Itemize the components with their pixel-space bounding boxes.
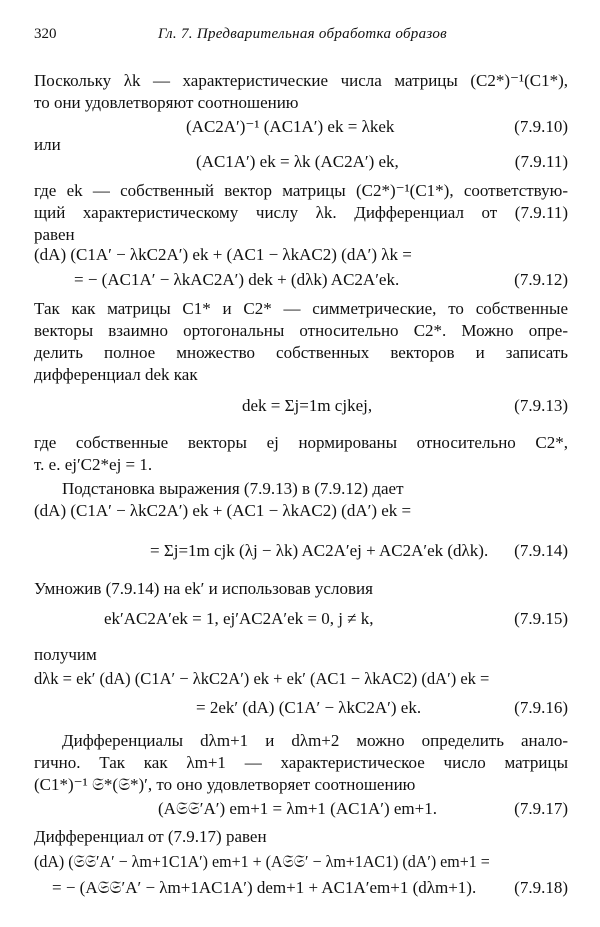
equation — [0, 541, 600, 567]
page-number: 320 — [34, 26, 57, 42]
equation-number: (7.9.14) — [514, 541, 568, 560]
running-head: Гл. 7. Предварительная обработка образов — [158, 26, 447, 42]
text-line: получим — [34, 645, 97, 664]
equation-body: = Σj=1m cjk (λj − λk) AC2A′ej + AC2A′ek (dλk). — [150, 541, 489, 560]
equation-body: (dA) (𝔖𝔖′A′ − λm+1C1A′) em+1 + (A𝔖𝔖′ − λm+1AC1) (dA′) em+1 = — [34, 852, 490, 871]
equation — [0, 799, 600, 825]
equation-body: (A𝔖𝔖′A′) em+1 = λm+1 (AC1A′) em+1. — [158, 799, 437, 818]
text-line: т. е. ej′C2*ej = 1. — [34, 455, 153, 474]
text-line: где ek — собственный вектор матрицы (C2*)⁻¹(C1*), соответствую- — [34, 181, 568, 200]
text-line: гично. Так как λm+1 — характеристическое число матрицы — [34, 753, 568, 772]
equation-body: (dA) (C1A′ − λkC2A′) ek + (AC1 − λkAC2) (dA′) λk = — [34, 245, 412, 264]
text-line: Поскольку λk — характеристические числа матрицы (C2*)⁻¹(C1*), — [34, 71, 568, 90]
text-line: векторы взаимно ортогональны относительно C2*. Можно опре- — [34, 321, 568, 340]
equation-number: (7.9.11) — [514, 152, 568, 171]
text-line: Дифференциалы dλm+1 и dλm+2 можно определить анало- — [62, 731, 568, 750]
text-line: Умножив (7.9.14) на ek′ и использовав условия — [34, 579, 373, 598]
text-line: Так как матрицы C1* и C2* — симметрические, то собственные — [34, 299, 568, 318]
text-line: то они удовлетворяют соотношению — [34, 93, 299, 112]
equation — [0, 609, 600, 635]
equation — [0, 698, 600, 724]
text-line: равен — [34, 225, 75, 244]
equation-number: (7.9.15) — [514, 609, 568, 628]
equation-body: = 2ek′ (dA) (C1A′ − λkC2A′) ek. — [196, 698, 422, 717]
equation-body: ek′AC2A′ek = 1, ej′AC2A′ek = 0, j ≠ k, — [104, 609, 374, 628]
equation-body: = − (AC1A′ − λkAC2A′) dek + (dλk) AC2A′ek. — [74, 270, 400, 289]
equation-number: (7.9.13) — [514, 396, 568, 415]
equation-number: (7.9.17) — [514, 799, 568, 818]
equation-body: dλk = ek′ (dA) (C1A′ − λkC2A′) ek + ek′ (AC1 − λkAC2) (dA′) ek = — [34, 669, 490, 688]
equation-number: (7.9.18) — [514, 878, 568, 897]
equation-body: (AC2A′)⁻¹ (AC1A′) ek = λkek — [186, 117, 395, 136]
text-line: щий характеристическому числу λk. Дифференциал от (7.9.11) — [34, 203, 568, 222]
equation-body: = − (A𝔖𝔖′A′ − λm+1AC1A′) dem+1 + AC1A′em+1 (dλm+1). — [52, 878, 477, 897]
equation — [0, 270, 600, 296]
equation-number: (7.9.12) — [514, 270, 568, 289]
equation — [0, 669, 600, 695]
equation-body: (AC1A′) ek = λk (AC2A′) ek, — [196, 152, 399, 171]
text-line: (C1*)⁻¹ 𝔖*(𝔖*)′, то оно удовлетворяет соотношению — [34, 775, 416, 794]
equation-number: (7.9.16) — [514, 698, 568, 717]
equation-body: (dA) (C1A′ − λkC2A′) ek + (AC1 − λkAC2) (dA′) ek = — [34, 501, 412, 520]
equation — [0, 152, 600, 178]
text-line: где собственные векторы ej нормированы относительно C2*, — [34, 433, 568, 452]
text-line: или — [34, 135, 61, 154]
text-line: Дифференциал от (7.9.17) равен — [34, 827, 267, 846]
equation — [0, 501, 600, 527]
equation — [0, 245, 600, 271]
equation — [0, 878, 600, 904]
equation — [0, 852, 600, 878]
page-header — [34, 26, 566, 48]
equation-number: (7.9.10) — [514, 117, 568, 136]
equation-body: dek = Σj=1m cjkej, — [242, 396, 373, 415]
equation — [0, 396, 600, 422]
text-line: дифференциал dek как — [34, 365, 198, 384]
text-line: делить полное множество собственных векторов и записать — [34, 343, 568, 362]
text-line: Подстановка выражения (7.9.13) в (7.9.12) дает — [62, 479, 404, 498]
